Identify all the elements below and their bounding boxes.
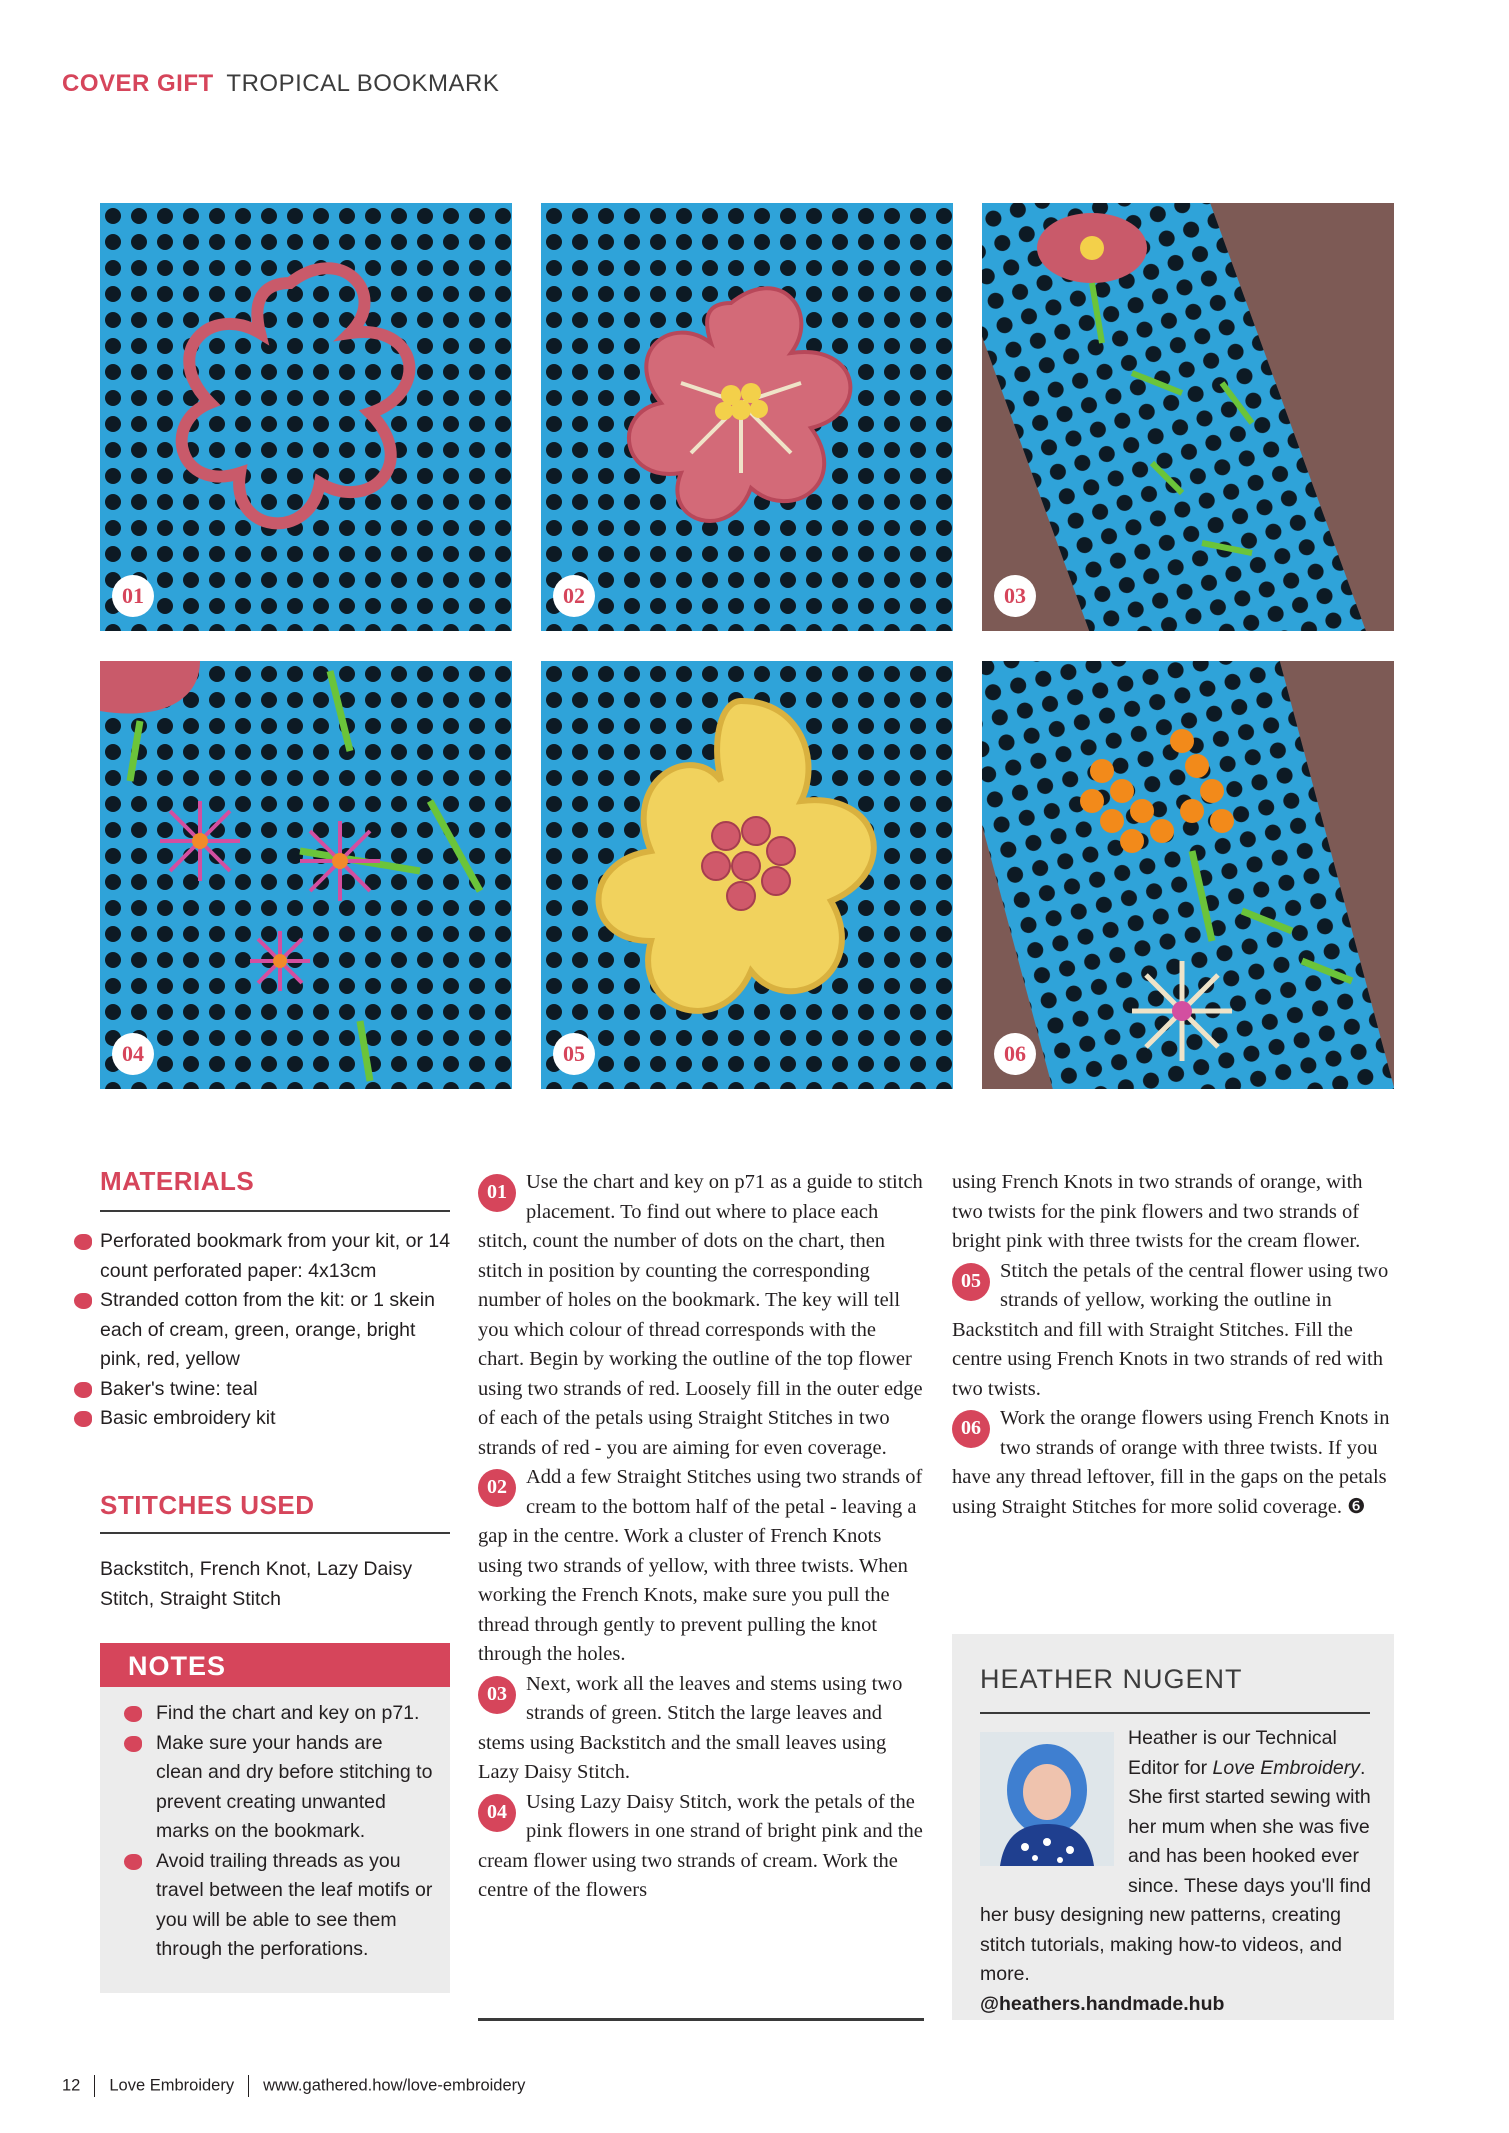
author-handle: @heathers.handmade.hub — [980, 1992, 1225, 2015]
list-item: Stranded cotton from the kit: or 1 skein each of cream, green, orange, bright pink, red, yellow — [100, 1286, 460, 1375]
footer-divider — [94, 2075, 95, 2097]
column-end-rule — [478, 2018, 924, 2021]
step-photo-01 — [100, 203, 512, 631]
step-photo-05 — [541, 661, 953, 1089]
step-photo-02 — [541, 203, 953, 631]
footer-divider — [248, 2075, 249, 2097]
stitches-heading: STITCHES USED — [100, 1490, 315, 1520]
photo-01-image — [100, 203, 512, 631]
photo-03-image — [982, 203, 1394, 631]
step-photo-03 — [982, 203, 1394, 631]
step-01: 01 Use the chart and key on p71 as a guide to stitch placement. To find out where to place each stitch, count the number of dots on the chart, then stitch in position by counting the corresponding number of holes on the bookmark. The key will tell you which colour of thread corresponds with the chart. Begin by working the outline of the top flower using two strands of red. Loosely fill in the outer edge of each of the petals using Straight Stitches in two strands of red - you are aiming for even coverage. — [478, 1171, 923, 1459]
photo-badge: 05 — [553, 1033, 595, 1075]
author-rule — [980, 1712, 1370, 1714]
step-photo-06 — [982, 661, 1394, 1089]
notes-list — [100, 1687, 450, 1965]
page-footer — [62, 2075, 525, 2097]
step-badge: 01 — [478, 1174, 516, 1212]
photo-04-image — [100, 661, 512, 1089]
stitches-text: Backstitch, French Knot, Lazy Daisy Stitch, Straight Stitch — [100, 1558, 413, 1610]
stitches-rule — [100, 1532, 450, 1534]
bullet-icon — [74, 1293, 92, 1309]
step-04: 04 Using Lazy Daisy Stitch, work the petals of the pink flowers in one strand of bright pink and the cream flower using two strands of cream. Work the centre of the flowers — [478, 1790, 923, 1901]
end-mark-icon: ❻ — [1347, 1495, 1366, 1518]
list-item: Perforated bookmark from your kit, or 14 count perforated paper: 4x13cm — [100, 1227, 460, 1286]
footer-url[interactable]: www.gathered.how/love-embroidery — [263, 2076, 526, 2095]
author-portrait-image — [980, 1732, 1114, 1866]
author-photo — [980, 1732, 1114, 1866]
photo-badge: 03 — [994, 575, 1036, 617]
step-badge: 03 — [478, 1676, 516, 1714]
list-item: Basic embroidery kit — [100, 1404, 460, 1434]
article-title: TROPICAL BOOKMARK — [226, 70, 500, 97]
photo-02-image — [541, 203, 953, 631]
step-03: 03 Next, work all the leaves and stems using two strands of green. Stitch the large leaves and stems using Backstitch and the small leaves using Lazy Daisy Stitch. — [478, 1672, 903, 1783]
materials-heading: MATERIALS — [100, 1166, 255, 1196]
photo-badge: 06 — [994, 1033, 1036, 1075]
author-bio-box — [952, 1634, 1394, 2020]
materials-rule — [100, 1210, 450, 1212]
list-item: Find the chart and key on p71. — [128, 1699, 434, 1729]
step-02: 02 Add a few Straight Stitches using two strands of cream to the bottom half of the petal - leaving a gap in the centre. Work a cluster of French Knots using two strands of yellow, with three twists. When working the French Knots, make sure you pull the thread through gently to prevent pulling the knot through the holes. — [478, 1466, 923, 1665]
step-badge: 06 — [952, 1410, 990, 1448]
bullet-icon — [74, 1411, 92, 1427]
photo-badge: 04 — [112, 1033, 154, 1075]
step-photo-04 — [100, 661, 512, 1089]
photo-badge: 01 — [112, 575, 154, 617]
list-item: Make sure your hands are clean and dry before stitching to prevent creating unwanted marks on the bookmark. — [128, 1729, 434, 1847]
page-header — [62, 70, 499, 98]
step-06: 06 Work the orange flowers using French Knots in two strands of orange with three twists. If you have any thread leftover, fill in the gaps on the petals using Straight Stitches for more solid coverage. ❻ — [952, 1407, 1390, 1518]
materials-list — [100, 1227, 460, 1434]
bullet-icon — [74, 1234, 92, 1250]
page-number: 12 — [62, 2076, 81, 2095]
step-badge: 05 — [952, 1263, 990, 1301]
magazine-name: Love Embroidery — [109, 2076, 235, 2095]
list-item: Baker's twine: teal — [100, 1375, 460, 1405]
bullet-icon — [124, 1736, 142, 1752]
notes-box — [100, 1643, 450, 1993]
bullet-icon — [74, 1382, 92, 1398]
step-04-continued: using French Knots in two strands of orange, with two twists for the pink flowers and two strands of bright pink with three twists for the cream flower. — [952, 1171, 1363, 1252]
bullet-icon — [124, 1854, 142, 1870]
photo-06-image — [982, 661, 1394, 1089]
author-name: HEATHER NUGENT — [980, 1664, 1243, 1694]
steps-column-2 — [952, 1168, 1394, 1522]
step-05: 05 Stitch the petals of the central flower using two strands of yellow, working the outline in Backstitch and fill with Straight Stitches. Fill the centre using French Knots in two strands of red with two twists. — [952, 1259, 1389, 1400]
bullet-icon — [124, 1706, 142, 1722]
section-kicker: COVER GIFT — [62, 70, 214, 97]
photo-05-image — [541, 661, 953, 1089]
notes-heading: NOTES — [100, 1643, 450, 1687]
steps-column-1 — [478, 1168, 924, 1906]
list-item: Avoid trailing threads as you travel between the leaf motifs or you will be able to see them through the perforations. — [128, 1847, 434, 1965]
step-badge: 02 — [478, 1469, 516, 1507]
author-bio-text: Heather is our Technical Editor for Love Embroidery. She first started sewing with her mum when she was five and has been hooked ever since. These days you'll find her busy designing new patterns, creating stitch tutorials, making how-to videos, and more. @heathers.handmade.hub — [980, 1724, 1380, 2019]
photo-badge: 02 — [553, 575, 595, 617]
step-badge: 04 — [478, 1794, 516, 1832]
